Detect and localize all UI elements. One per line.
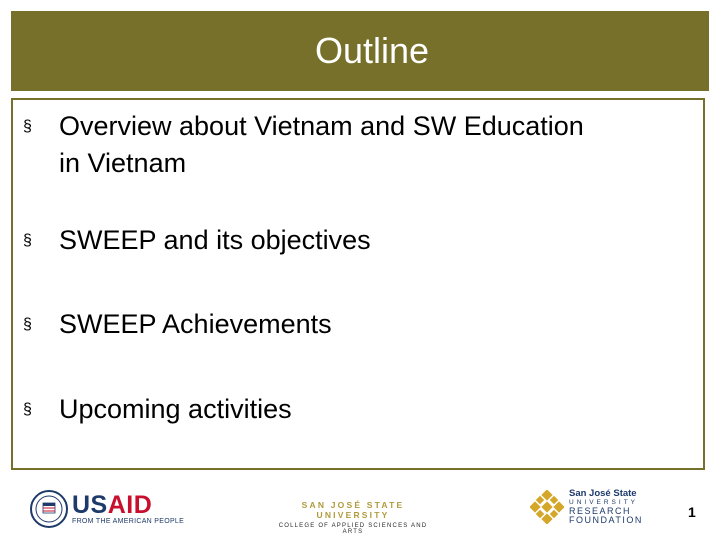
bullet-text bbox=[59, 108, 699, 182]
footer bbox=[0, 470, 720, 540]
content-box bbox=[11, 98, 705, 470]
usaid-us: US bbox=[72, 491, 108, 519]
srf-line1: San José State bbox=[569, 488, 637, 499]
srf-line4: FOUNDATION bbox=[569, 515, 643, 525]
bullet-mark: § bbox=[23, 316, 32, 333]
usaid-seal-icon bbox=[30, 490, 68, 528]
bullet-line: in Vietnam bbox=[59, 148, 187, 178]
bullet-line: Overview about Vietnam and SW Education bbox=[59, 111, 584, 141]
usaid-logo bbox=[72, 492, 184, 525]
bullet-mark: § bbox=[23, 118, 32, 135]
usaid-tagline: FROM THE AMERICAN PEOPLE bbox=[72, 518, 185, 525]
bullet-mark: § bbox=[23, 401, 32, 418]
bullet-item bbox=[23, 108, 699, 182]
research-foundation-icon bbox=[530, 490, 564, 524]
bullet-text: Upcoming activities bbox=[59, 394, 292, 424]
bullet-text: SWEEP Achievements bbox=[59, 309, 332, 339]
bullet-item bbox=[23, 222, 699, 259]
srf-line2: UNIVERSITY bbox=[569, 499, 639, 506]
bullet-item bbox=[23, 391, 699, 428]
sjsu-logo bbox=[268, 500, 438, 535]
research-foundation-logo bbox=[569, 489, 643, 525]
srf-line3: RESEARCH bbox=[569, 506, 632, 516]
sjsu-college: COLLEGE OF APPLIED SCIENCES AND ARTS bbox=[278, 523, 428, 535]
page-number: 1 bbox=[688, 504, 696, 520]
sjsu-university: SAN JOSÉ STATE UNIVERSITY bbox=[301, 500, 405, 520]
bullet-item bbox=[23, 306, 699, 343]
usaid-aid: AID bbox=[107, 491, 153, 519]
title-bar bbox=[11, 11, 709, 91]
bullet-mark: § bbox=[23, 232, 32, 249]
bullet-text: SWEEP and its objectives bbox=[59, 225, 371, 255]
slide-title: Outline bbox=[314, 30, 430, 71]
